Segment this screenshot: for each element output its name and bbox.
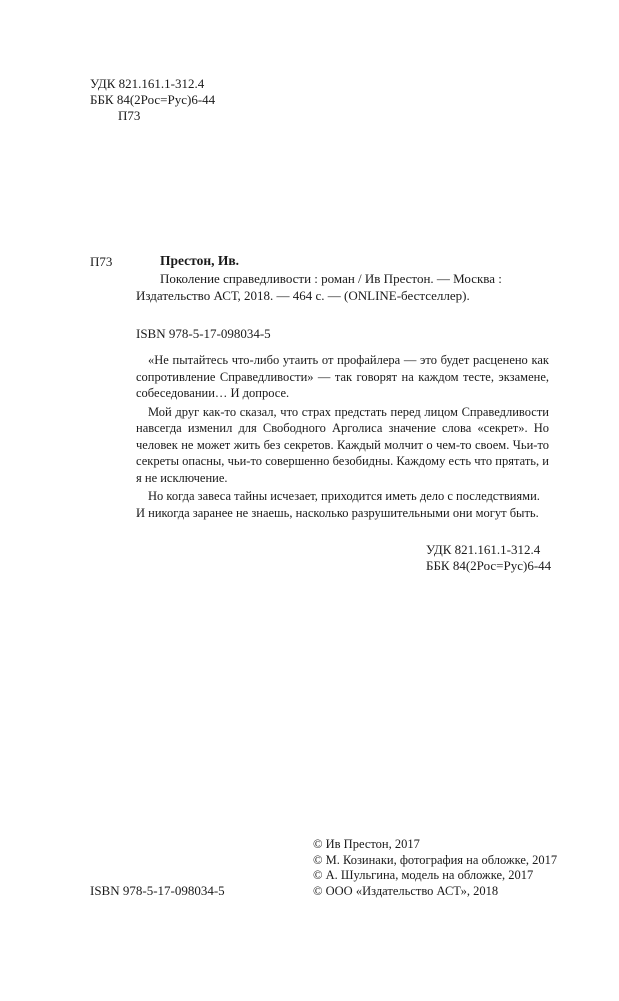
author-name: Престон, Ив. — [160, 253, 240, 268]
copyright-block — [313, 837, 557, 899]
copyright-line: © М. Козинаки, фотография на обложке, 2017 — [313, 852, 558, 867]
bibliographic-description — [136, 270, 548, 304]
udk-code: УДК 821.161.1-312.4 — [90, 76, 205, 91]
isbn-entry: ISBN 978-5-17-098034-5 — [136, 326, 271, 341]
annotation-paragraph-2: Мой друг как-то сказал, что страх предстать перед лицом Справедливости навсегда изменил для Свободного Арголиса значение слова «секрет». Но человек не может жить без секретов. Каждый молчит о чем-то своем. Чьи-то секреты опасны, чьи-то совершенно безобидны. Каждому есть что прятать, и я не исключение. — [136, 404, 549, 485]
bib-line-1: Поколение справедливости : роман / Ив Престон. — Москва : — [160, 271, 502, 286]
udk-code-right: УДК 821.161.1-312.4 — [426, 542, 541, 557]
bbk-code: ББК 84(2Рос=Рус)6-44 — [90, 92, 216, 107]
annotation-paragraph-3: Но когда завеса тайны исчезает, приходится иметь дело с последствиями. И никогда заранее не знаешь, насколько разрушительными они могут быть. — [136, 489, 540, 520]
copyright-line: © А. Шульгина, модель на обложке, 2017 — [313, 868, 534, 882]
udk-block-top — [90, 76, 215, 124]
cutter-code: П73 — [118, 108, 141, 123]
bib-line-2: Издательство АСТ, 2018. — 464 с. — (ONLINE-бестселлер). — [136, 288, 470, 303]
annotation-paragraph-1: «Не пытайтесь что-либо утаить от профайлера — это будет расценено как сопротивление Справедливости» — так говорят на каждом тесте, экзамене, собеседовании… И допросе. — [136, 353, 549, 400]
bbk-code-right: ББК 84(2Рос=Рус)6-44 — [426, 558, 552, 573]
copyright-line: © ООО «Издательство АСТ», 2018 — [313, 883, 499, 898]
copyright-line: © Ив Престон, 2017 — [313, 837, 420, 851]
entry-cutter-code: П73 — [90, 254, 113, 269]
isbn-footer: ISBN 978-5-17-098034-5 — [90, 883, 225, 898]
annotation — [136, 352, 549, 523]
udk-block-right — [426, 542, 551, 574]
